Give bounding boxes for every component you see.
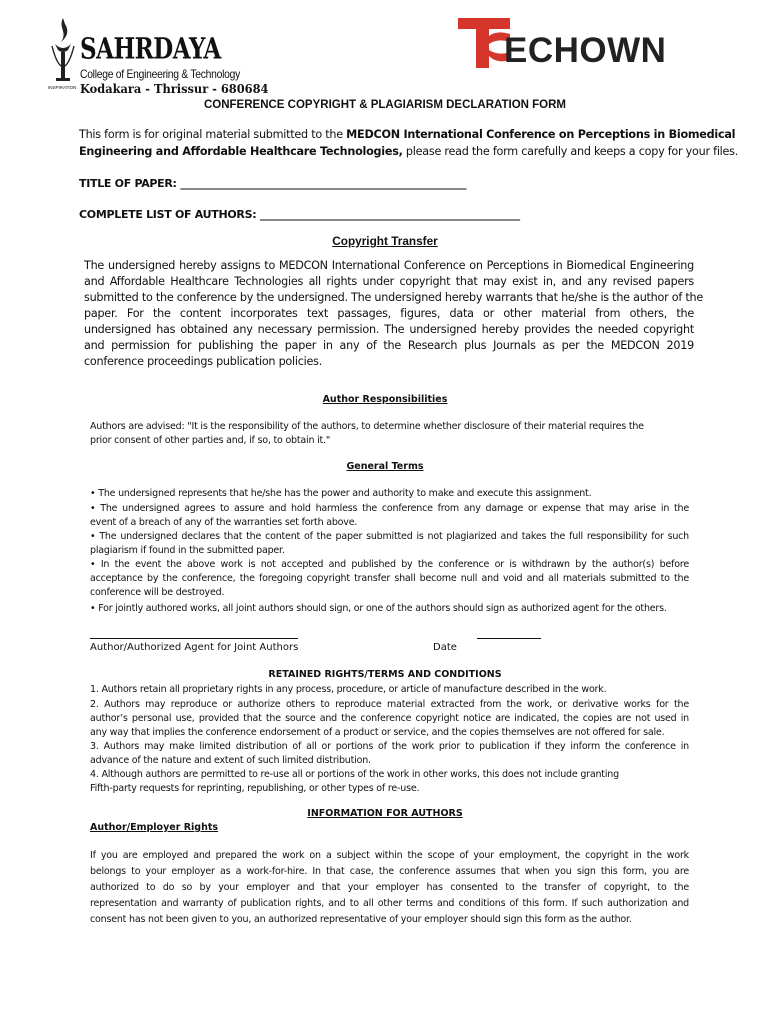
info-line: representation and warranty of publication rights, and to all other terms and conditions of this form. If such authorization and bbox=[90, 898, 689, 909]
intro-line-2 bbox=[79, 145, 738, 158]
date-label: Date bbox=[433, 642, 457, 653]
form-title: CONFERENCE COPYRIGHT & PLAGIARISM DECLARATION FORM bbox=[203, 99, 567, 111]
copyright-transfer-heading: Copyright Transfer bbox=[332, 234, 438, 248]
responsibility-line: prior consent of other parties and, if so, to obtain it." bbox=[90, 435, 331, 446]
rights-line: 1. Authors retain all proprietary rights in any process, procedure, or article of manufacture described in the work. bbox=[90, 684, 607, 695]
terms-line: • In the event the above work is not accepted and published by the conference or is withdrawn by the author(s) before bbox=[90, 559, 689, 570]
intro-line-1 bbox=[79, 128, 735, 141]
terms-line: plagiarism if found in the submitted paper. bbox=[90, 545, 285, 556]
rights-line: author’s personal use, provided that the source and the conference copyright notice are indicated, the copies are not used in bbox=[90, 713, 689, 724]
title-of-paper-label: TITLE OF PAPER: bbox=[79, 177, 177, 190]
info-line: consent has not been given to you, an authorized representative of your employer should sign this form as the author. bbox=[90, 914, 632, 925]
copyright-line: paper. For the content incorporates text passages, figures, data or other material from others, the bbox=[84, 307, 694, 320]
intro-prefix: This form is for original material submitted to the bbox=[79, 128, 347, 141]
emblem-caption: INSPIRATION bbox=[48, 85, 77, 90]
authors-field[interactable] bbox=[79, 208, 520, 221]
terms-line: • For jointly authored works, all joint authors should sign, or one of the authors should sign as authorized agent for the others. bbox=[90, 603, 667, 614]
agent-signature-line[interactable] bbox=[90, 638, 298, 639]
college-address: Kodakara - Thrissur - 680684 bbox=[80, 82, 269, 96]
rights-line: any way that implies the conference endorsement of a product or service, and the copies themselves are not offered for sale. bbox=[90, 727, 665, 738]
terms-line: event of a breach of any of the warranties set forth above. bbox=[90, 517, 358, 528]
info-line: belongs to your employer as a work-for-hire. In that case, the conference assumes that when you sign this form, you are bbox=[90, 866, 689, 877]
intro-conference: MEDCON International Conference on Perceptions in Biomedical bbox=[346, 128, 736, 141]
author-responsibilities-heading: Author Responsibilities bbox=[322, 394, 448, 405]
college-subtitle: College of Engineering & Technology bbox=[80, 67, 241, 81]
terms-line: • The undersigned declares that the content of the paper submitted is not plagiarized and takes the full responsibility for such bbox=[90, 531, 689, 542]
rights-line: Fifth-party requests for reprinting, republishing, or other types of re-use. bbox=[90, 783, 420, 794]
authors-blank[interactable]: __________________________________________________ bbox=[259, 208, 520, 221]
terms-line: acceptance by the conference, the foregoing copyright transfer shall become null and void and all materials submitted to the bbox=[90, 573, 689, 584]
torch-emblem-icon bbox=[46, 16, 80, 86]
echown-logo bbox=[456, 16, 667, 70]
terms-line: • The undersigned represents that he/she has the power and authority to make and execute this assignment. bbox=[90, 488, 592, 499]
information-for-authors-heading: INFORMATION FOR AUTHORS bbox=[307, 808, 463, 819]
terms-line: • The undersigned agrees to assure and hold harmless the conference from any damage or expense that may arise in the bbox=[90, 503, 689, 514]
authors-label: COMPLETE LIST OF AUTHORS: bbox=[79, 208, 257, 221]
title-of-paper-field[interactable] bbox=[79, 177, 466, 190]
rights-line: 3. Authors may make limited distribution of all or portions of the work prior to publication if they inform the conference in bbox=[90, 741, 689, 752]
copyright-line: conference proceedings publication policies. bbox=[84, 355, 323, 368]
date-signature-line[interactable] bbox=[477, 638, 541, 639]
sahrdaya-logo bbox=[46, 14, 269, 102]
agent-signature-label: Author/Authorized Agent for Joint Authors bbox=[90, 642, 299, 653]
rights-line: advance of the nature and extent of such limited distribution. bbox=[90, 755, 371, 766]
intro-conference-cont: Engineering and Affordable Healthcare Technologies, bbox=[79, 145, 403, 158]
general-terms-heading: General Terms bbox=[346, 461, 424, 472]
copyright-line: submitted to the conference by the undersigned. The undersigned hereby warrants that he/she is the author of the bbox=[84, 291, 703, 304]
terms-line: conference will be destroyed. bbox=[90, 587, 225, 598]
copyright-line: The undersigned hereby assigns to MEDCON International Conference on Perceptions in Biomedical Engineering bbox=[84, 259, 694, 272]
info-line: If you are employed and prepared the work on a subject within the scope of your employment, the copyright in the work bbox=[90, 850, 689, 861]
college-name: SAHRDAYA bbox=[80, 32, 221, 66]
author-employer-rights-heading: Author/Employer Rights bbox=[90, 822, 219, 833]
responsibility-line: Authors are advised: "It is the responsibility of the authors, to determine whether disclosure of their material requires the bbox=[90, 421, 644, 432]
rights-line: 4. Although authors are permitted to re-use all or portions of the work in other works, this does not include granting bbox=[90, 769, 619, 780]
retained-rights-heading: RETAINED RIGHTS/TERMS AND CONDITIONS bbox=[268, 669, 502, 680]
intro-suffix: please read the form carefully and keeps a copy for your files. bbox=[402, 145, 739, 158]
copyright-line: and Affordable Healthcare Technologies all rights under copyright that may exist in, and any revised papers bbox=[84, 275, 694, 288]
copyright-line: and permission for publishing the paper in any of the Research plus Journals as per the MEDCON 2019 bbox=[84, 339, 694, 352]
echown-wordmark: ECHOWN bbox=[504, 31, 667, 70]
rights-line: 2. Authors may reproduce or authorize others to reproduce material extracted from the work, or derivative works for the bbox=[90, 699, 689, 710]
copyright-line: undersigned has obtained any necessary permission. The undersigned hereby provides the needed copyright bbox=[84, 323, 694, 336]
title-of-paper-blank[interactable]: _______________________________________________________ bbox=[180, 177, 467, 190]
info-line: authorized to do so by your employer and that your employer has consented to the transfer of copyright, to the bbox=[90, 882, 689, 893]
